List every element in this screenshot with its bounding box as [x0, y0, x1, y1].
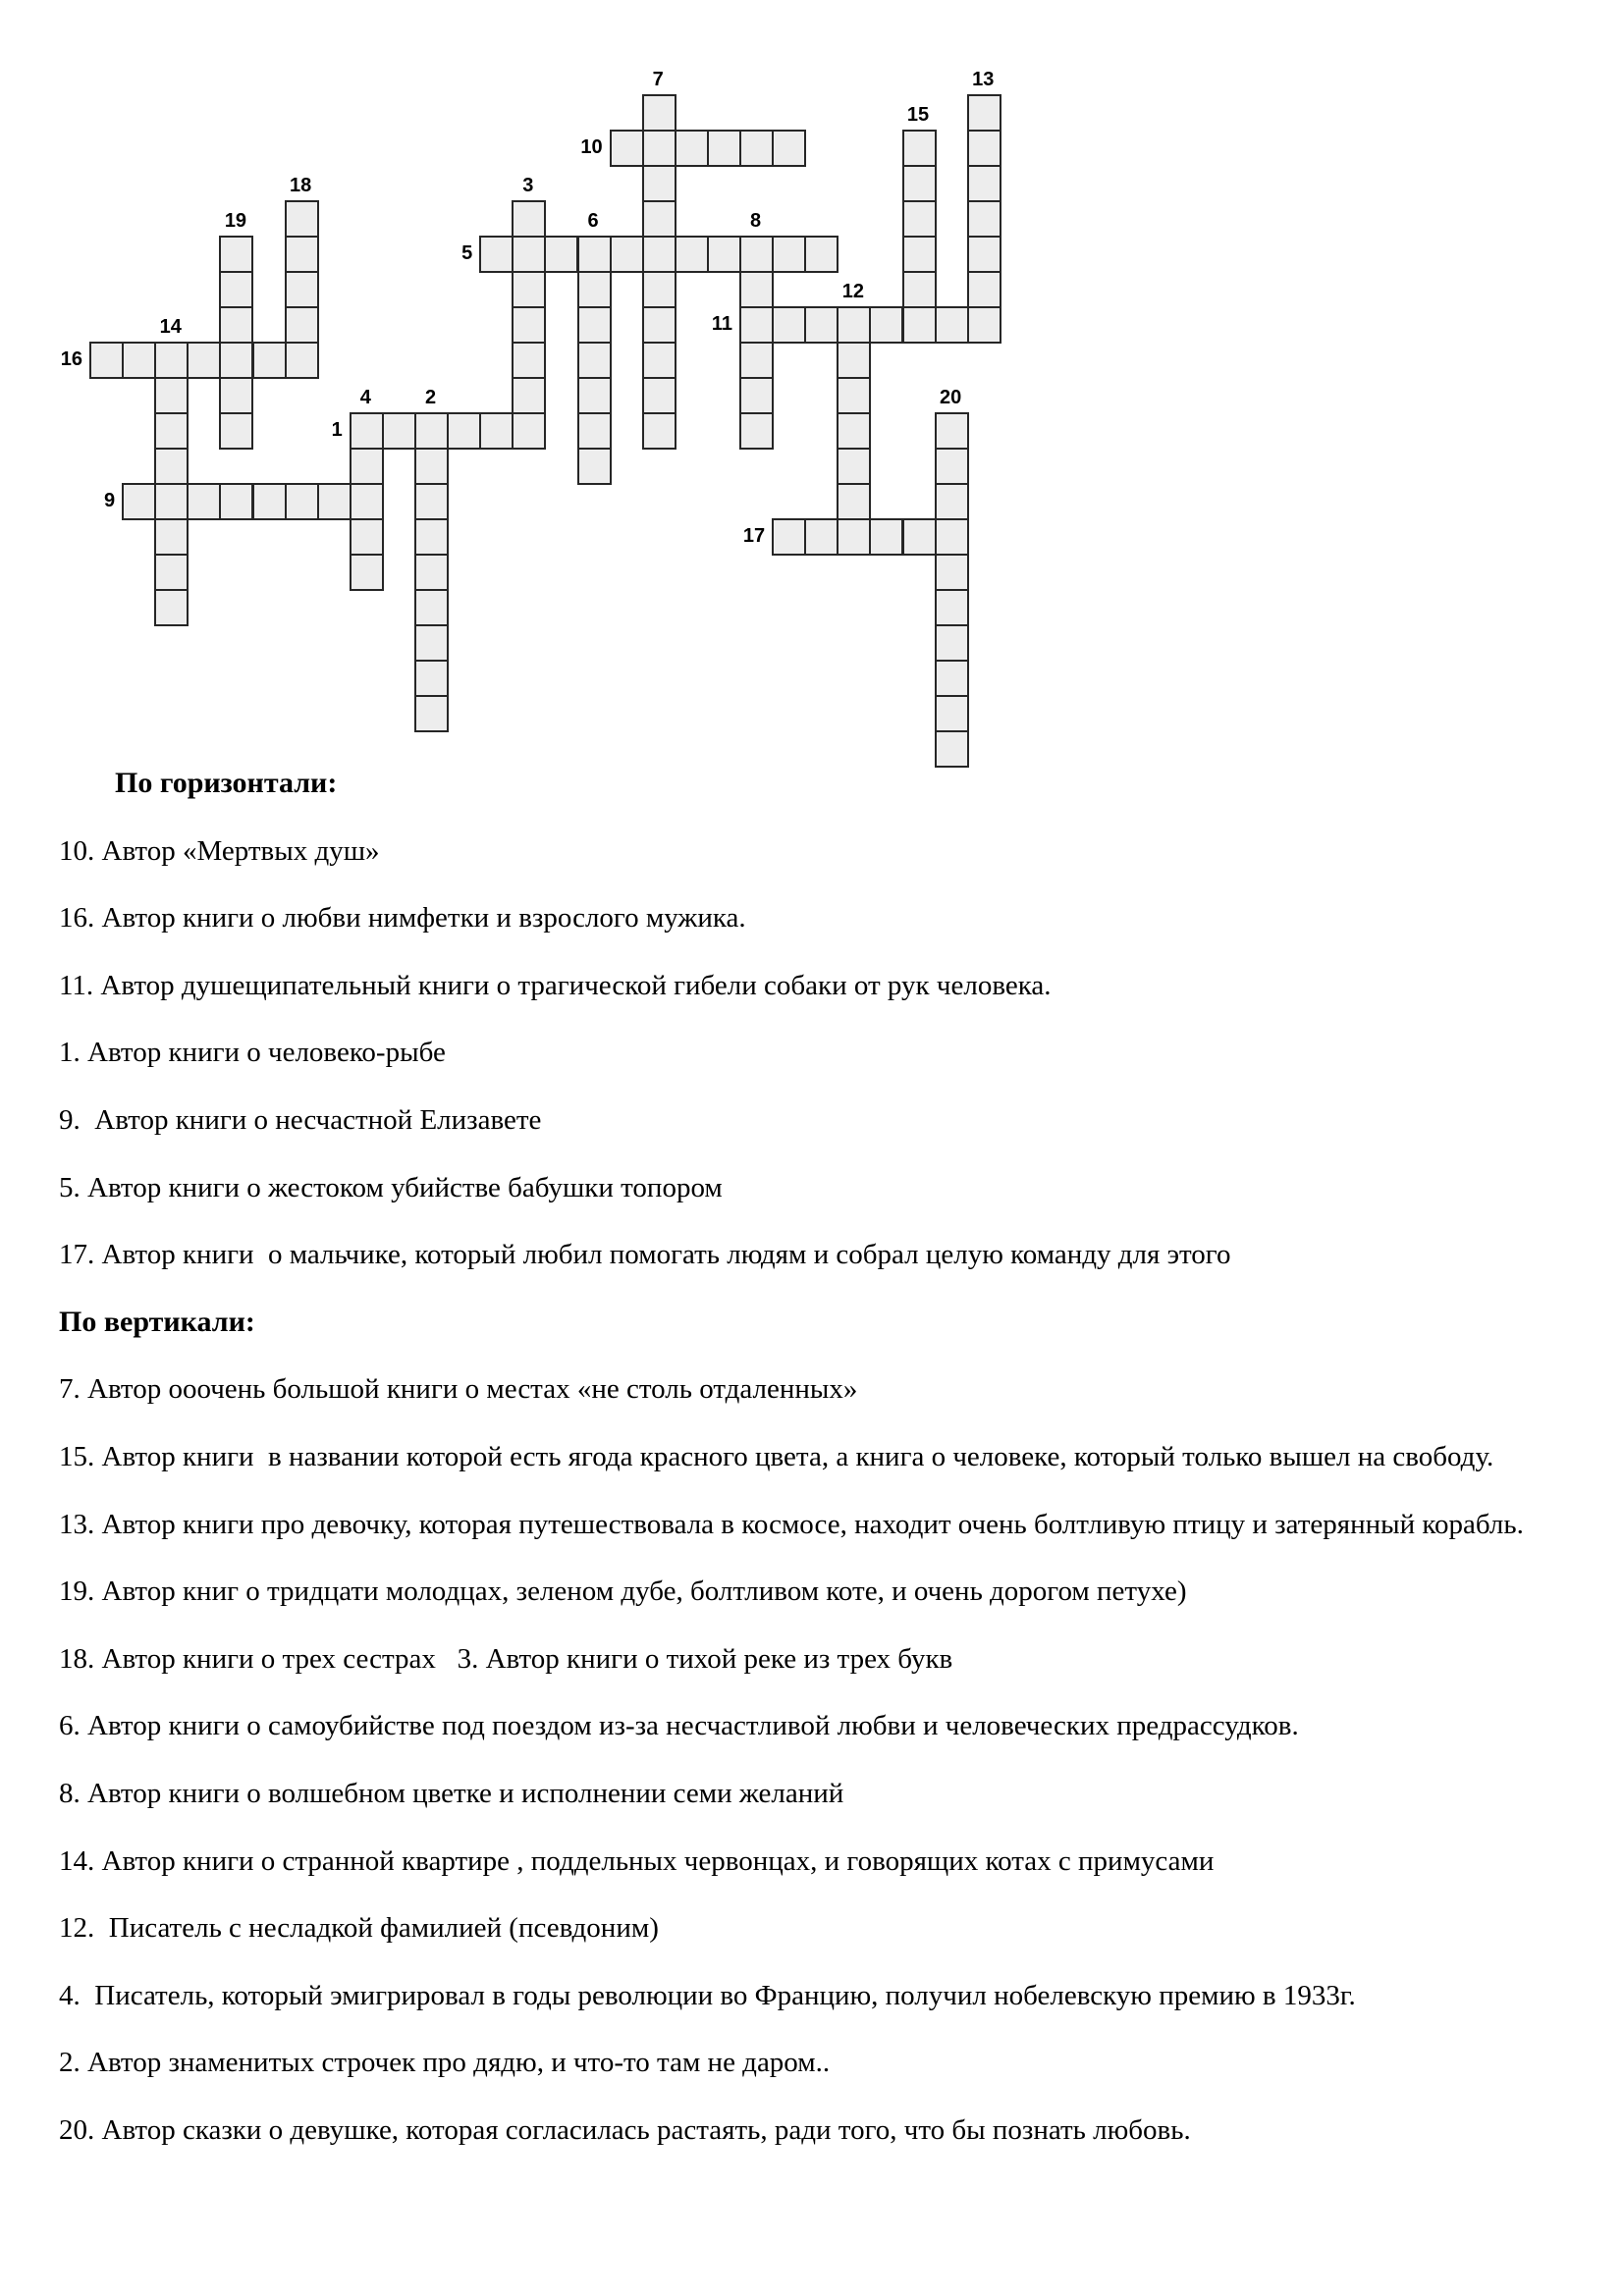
grid-cell: [935, 448, 969, 485]
grid-cell: [414, 448, 449, 485]
grid-cell: [935, 554, 969, 591]
grid-cell: [350, 412, 384, 450]
grid-cell: [772, 306, 806, 344]
grid-cell: [219, 377, 253, 414]
grid-cell: [935, 306, 969, 344]
grid-cell: [414, 483, 449, 520]
grid-cell: [414, 660, 449, 697]
grid-cell: [577, 448, 612, 485]
grid-cell: [350, 554, 384, 591]
grid-cell: [122, 342, 156, 379]
section-heading: По горизонтали:: [115, 767, 338, 799]
grid-cell: [739, 342, 774, 379]
grid-cell: [967, 165, 1001, 202]
grid-cell: [350, 518, 384, 556]
grid-cell: [642, 412, 676, 450]
grid-cell: [772, 130, 806, 167]
grid-cell: [935, 412, 969, 450]
grid-cell: [610, 236, 644, 273]
grid-cell: [642, 342, 676, 379]
clue-number-label: 19: [224, 210, 247, 232]
clue-line: 11. Автор душещипательный книги о трагической гибели собаки от рук человека.: [59, 969, 1052, 1001]
grid-cell: [89, 342, 124, 379]
clue-line: 12. Писатель с несладкой фамилией (псевдоним): [59, 1912, 659, 1945]
clue-line: 14. Автор книги о странной квартире , поддельных червонцах, и говорящих котах с примусами: [59, 1844, 1215, 1877]
grid-cell: [512, 236, 546, 273]
grid-cell: [154, 342, 189, 379]
grid-cell: [967, 200, 1001, 238]
clue-line: 15. Автор книги в названии которой есть ягода красного цвета, а книга о человеке, который только вышел на свободу.: [59, 1440, 1494, 1472]
grid-cell: [187, 342, 221, 379]
clue-line: 13. Автор книги про девочку, которая путешествовала в космосе, находит очень болтливую птицу и затерянный корабль.: [59, 1508, 1524, 1540]
clue-number-label: 7: [652, 69, 664, 90]
clue-line: 6. Автор книги о самоубийстве под поездом из-за несчастливой любви и человеческих предрассудков.: [59, 1710, 1299, 1742]
grid-cell: [577, 342, 612, 379]
grid-cell: [902, 165, 937, 202]
clue-number-label: 6: [587, 210, 599, 232]
grid-cell: [512, 412, 546, 450]
clue-number-label: 8: [749, 210, 762, 232]
grid-cell: [707, 236, 741, 273]
grid-cell: [837, 518, 871, 556]
grid-cell: [219, 306, 253, 344]
clue-number-label: 13: [972, 69, 995, 90]
grid-cell: [967, 306, 1001, 344]
grid-cell: [642, 271, 676, 308]
grid-cell: [512, 271, 546, 308]
clue-number-label: 5: [461, 242, 473, 264]
clue-line: 18. Автор книги о трех сестрах 3. Автор книги о тихой реке из трех букв: [59, 1642, 953, 1675]
clue-number-label: 15: [906, 104, 930, 126]
grid-cell: [414, 554, 449, 591]
grid-cell: [285, 271, 319, 308]
grid-cell: [285, 200, 319, 238]
grid-cell: [675, 236, 709, 273]
grid-cell: [902, 518, 937, 556]
grid-cell: [154, 377, 189, 414]
grid-cell: [154, 412, 189, 450]
grid-cell: [414, 518, 449, 556]
grid-cell: [122, 483, 156, 520]
grid-cell: [544, 236, 578, 273]
grid-cell: [935, 483, 969, 520]
clue-number-label: 9: [103, 490, 116, 511]
grid-cell: [967, 130, 1001, 167]
clue-list: [59, 768, 1571, 2181]
grid-cell: [479, 412, 514, 450]
grid-cell: [154, 448, 189, 485]
clue-line: 19. Автор книг о тридцати молодцах, зеленом дубе, болтливом коте, и очень дорогом петухе): [59, 1575, 1187, 1608]
grid-cell: [577, 412, 612, 450]
grid-cell: [642, 165, 676, 202]
grid-cell: [642, 94, 676, 132]
grid-cell: [804, 518, 839, 556]
grid-cell: [837, 448, 871, 485]
grid-cell: [219, 271, 253, 308]
clue-line: 10. Автор «Мертвых душ»: [59, 834, 380, 867]
grid-cell: [739, 130, 774, 167]
clue-line: 17. Автор книги о мальчике, который любил помогать людям и собрал целую команду для этого: [59, 1239, 1231, 1271]
grid-cell: [610, 130, 644, 167]
grid-cell: [577, 377, 612, 414]
grid-cell: [285, 342, 319, 379]
grid-cell: [285, 236, 319, 273]
grid-cell: [935, 695, 969, 732]
grid-cell: [739, 306, 774, 344]
grid-cell: [447, 412, 481, 450]
grid-cell: [707, 130, 741, 167]
grid-cell: [837, 412, 871, 450]
grid-cell: [154, 483, 189, 520]
grid-cell: [837, 306, 871, 344]
clue-number-label: 11: [711, 313, 732, 335]
grid-cell: [252, 342, 287, 379]
grid-cell: [675, 130, 709, 167]
grid-cell: [869, 518, 903, 556]
clue-number-label: 14: [159, 316, 182, 338]
grid-cell: [285, 306, 319, 344]
grid-cell: [187, 483, 221, 520]
clue-number-label: 12: [841, 281, 864, 302]
clue-number-label: 4: [359, 387, 371, 408]
grid-cell: [414, 695, 449, 732]
clue-number-label: 16: [60, 348, 82, 370]
grid-cell: [902, 130, 937, 167]
grid-cell: [479, 236, 514, 273]
clue-number-label: 3: [522, 175, 534, 196]
clue-number-label: 18: [290, 175, 312, 196]
grid-cell: [219, 412, 253, 450]
grid-cell: [837, 483, 871, 520]
grid-cell: [739, 271, 774, 308]
grid-cell: [935, 730, 969, 768]
grid-cell: [642, 130, 676, 167]
clue-line: 4. Писатель, который эмигрировал в годы революции во Францию, получил нобелевскую премию в 1933г.: [59, 1979, 1356, 2011]
grid-cell: [869, 306, 903, 344]
grid-cell: [414, 589, 449, 626]
grid-cell: [804, 236, 839, 273]
grid-cell: [967, 236, 1001, 273]
grid-cell: [935, 660, 969, 697]
grid-cell: [154, 518, 189, 556]
grid-cell: [642, 200, 676, 238]
grid-cell: [350, 448, 384, 485]
grid-cell: [902, 236, 937, 273]
grid-cell: [967, 94, 1001, 132]
grid-cell: [739, 377, 774, 414]
grid-cell: [804, 306, 839, 344]
grid-cell: [285, 483, 319, 520]
clue-number-label: 10: [580, 136, 603, 158]
clue-line: 20. Автор сказки о девушке, которая согласилась растаять, ради того, что бы познать любовь.: [59, 2113, 1191, 2146]
clue-number-label: 2: [424, 387, 437, 408]
crossword-grid: [0, 0, 1080, 785]
grid-cell: [512, 342, 546, 379]
grid-cell: [642, 236, 676, 273]
grid-cell: [935, 518, 969, 556]
grid-cell: [219, 483, 253, 520]
grid-cell: [414, 412, 449, 450]
grid-cell: [935, 624, 969, 662]
grid-cell: [902, 271, 937, 308]
grid-cell: [902, 306, 937, 344]
grid-cell: [772, 236, 806, 273]
clue-line: 7. Автор ооочень большой книги о местах «не столь отдаленных»: [59, 1373, 858, 1406]
clue-line: 8. Автор книги о волшебном цветке и исполнении семи желаний: [59, 1777, 844, 1809]
grid-cell: [837, 377, 871, 414]
grid-cell: [512, 200, 546, 238]
grid-cell: [935, 589, 969, 626]
clue-line: 16. Автор книги о любви нимфетки и взрослого мужика.: [59, 902, 746, 934]
grid-cell: [219, 236, 253, 273]
grid-cell: [512, 306, 546, 344]
grid-cell: [967, 271, 1001, 308]
grid-cell: [577, 236, 612, 273]
grid-cell: [772, 518, 806, 556]
clue-number-label: 20: [940, 387, 962, 408]
grid-cell: [154, 589, 189, 626]
grid-cell: [902, 200, 937, 238]
grid-cell: [577, 271, 612, 308]
clue-number-label: 1: [331, 419, 343, 441]
grid-cell: [382, 412, 416, 450]
clue-line: 9. Автор книги о несчастной Елизавете: [59, 1103, 542, 1136]
clue-number-label: 17: [742, 525, 766, 547]
grid-cell: [642, 377, 676, 414]
section-heading: По вертикали:: [59, 1305, 255, 1338]
grid-cell: [577, 306, 612, 344]
grid-cell: [219, 342, 253, 379]
grid-cell: [252, 483, 287, 520]
grid-cell: [350, 483, 384, 520]
clue-line: 1. Автор книги о человеко-рыбе: [59, 1037, 446, 1069]
grid-cell: [739, 412, 774, 450]
grid-cell: [512, 377, 546, 414]
grid-cell: [414, 624, 449, 662]
grid-cell: [317, 483, 352, 520]
clue-line: 2. Автор знаменитых строчек про дядю, и что-то там не даром..: [59, 2047, 831, 2079]
grid-cell: [154, 554, 189, 591]
grid-cell: [837, 342, 871, 379]
clue-line: 5. Автор книги о жестоком убийстве бабушки топором: [59, 1171, 723, 1203]
grid-cell: [739, 236, 774, 273]
